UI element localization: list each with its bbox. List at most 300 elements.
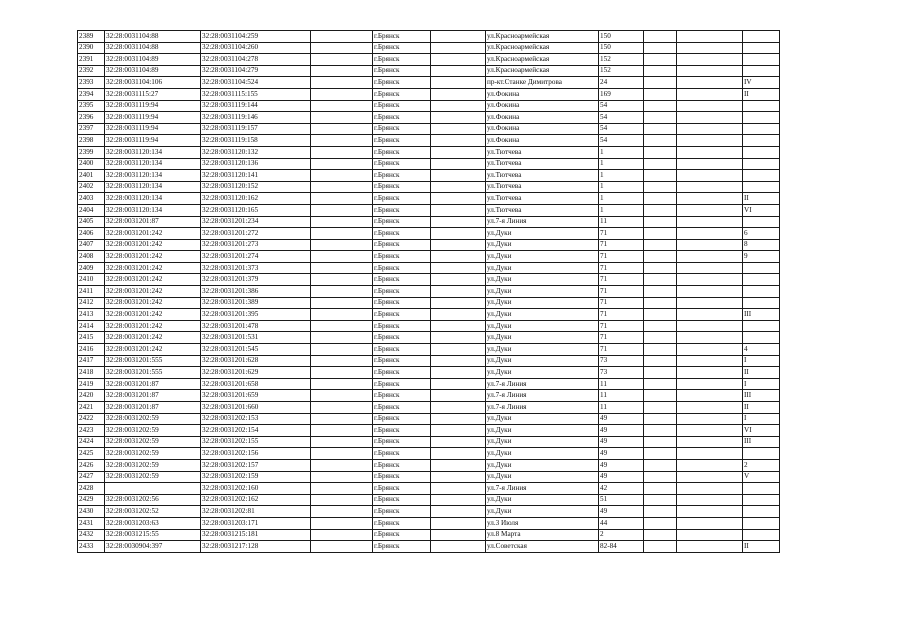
- cell-empty-col-10: [677, 216, 743, 228]
- cell-city: г.Брянск: [373, 425, 431, 437]
- cell-empty-col-4: [311, 42, 373, 54]
- table-row: [78, 344, 780, 356]
- cell-empty-col-9: [644, 367, 677, 379]
- cell-empty-col-10: [677, 100, 743, 112]
- cell-row-number: 2400: [78, 158, 105, 170]
- cell-premises-number: [743, 100, 780, 112]
- cell-city: г.Брянск: [373, 239, 431, 251]
- cell-empty-col-4: [311, 216, 373, 228]
- cell-empty-col-4: [311, 123, 373, 135]
- cell-empty-col-6: [431, 448, 486, 460]
- cell-building-cadastral-number: 32:28:0031120:132: [201, 146, 311, 158]
- cell-empty-col-9: [644, 251, 677, 263]
- cell-street: ул.Дуки: [486, 471, 599, 483]
- table-row: [78, 541, 780, 553]
- cell-house-number: 54: [599, 135, 644, 147]
- cell-empty-col-4: [311, 402, 373, 414]
- cell-empty-col-10: [677, 332, 743, 344]
- cell-premises-number: 2: [743, 459, 780, 471]
- cell-empty-col-6: [431, 170, 486, 182]
- cell-premises-number: [743, 494, 780, 506]
- cell-land-cadastral-number: 32:28:0031120:134: [105, 204, 201, 216]
- cell-city: г.Брянск: [373, 193, 431, 205]
- cell-premises-number: [743, 517, 780, 529]
- cell-empty-col-10: [677, 297, 743, 309]
- cell-city: г.Брянск: [373, 494, 431, 506]
- cell-empty-col-10: [677, 506, 743, 518]
- cell-land-cadastral-number: 32:28:0031201:242: [105, 274, 201, 286]
- cell-land-cadastral-number: 32:28:0031201:555: [105, 367, 201, 379]
- cell-empty-col-10: [677, 65, 743, 77]
- cell-street: ул.Фокина: [486, 100, 599, 112]
- cell-row-number: 2428: [78, 483, 105, 495]
- cell-premises-number: 6: [743, 228, 780, 240]
- cell-empty-col-4: [311, 471, 373, 483]
- table-row: [78, 31, 780, 43]
- cell-empty-col-10: [677, 320, 743, 332]
- cell-building-cadastral-number: 32:28:0031202:159: [201, 471, 311, 483]
- cell-empty-col-9: [644, 471, 677, 483]
- table-row: [78, 425, 780, 437]
- cell-row-number: 2431: [78, 517, 105, 529]
- cell-city: г.Брянск: [373, 65, 431, 77]
- cell-row-number: 2422: [78, 413, 105, 425]
- cell-empty-col-6: [431, 483, 486, 495]
- cell-street: ул.Красноармейская: [486, 65, 599, 77]
- cell-row-number: 2398: [78, 135, 105, 147]
- cell-empty-col-6: [431, 286, 486, 298]
- table-row: [78, 320, 780, 332]
- cell-empty-col-10: [677, 170, 743, 182]
- cell-empty-col-6: [431, 297, 486, 309]
- cell-premises-number: 4: [743, 344, 780, 356]
- cell-empty-col-4: [311, 517, 373, 529]
- cell-land-cadastral-number: 32:28:0031215:55: [105, 529, 201, 541]
- cell-empty-col-9: [644, 135, 677, 147]
- cell-empty-col-6: [431, 262, 486, 274]
- cell-city: г.Брянск: [373, 344, 431, 356]
- cell-building-cadastral-number: 32:28:0031119:144: [201, 100, 311, 112]
- cell-row-number: 2396: [78, 112, 105, 124]
- cell-street: ул.Фокина: [486, 135, 599, 147]
- cell-land-cadastral-number: 32:28:0031201:242: [105, 320, 201, 332]
- cell-row-number: 2418: [78, 367, 105, 379]
- cell-city: г.Брянск: [373, 31, 431, 43]
- cell-land-cadastral-number: 32:28:0031202:59: [105, 471, 201, 483]
- cell-premises-number: [743, 297, 780, 309]
- cell-house-number: 49: [599, 471, 644, 483]
- cell-empty-col-9: [644, 413, 677, 425]
- cell-empty-col-4: [311, 88, 373, 100]
- cell-empty-col-10: [677, 228, 743, 240]
- cell-street: ул.Дуки: [486, 367, 599, 379]
- cell-premises-number: [743, 135, 780, 147]
- cell-street: ул.Дуки: [486, 332, 599, 344]
- cell-city: г.Брянск: [373, 77, 431, 89]
- cell-empty-col-4: [311, 65, 373, 77]
- cell-row-number: 2433: [78, 541, 105, 553]
- cell-land-cadastral-number: 32:28:0031201:242: [105, 344, 201, 356]
- cell-house-number: 152: [599, 54, 644, 66]
- cell-premises-number: 9: [743, 251, 780, 263]
- cell-premises-number: [743, 332, 780, 344]
- cell-empty-col-6: [431, 436, 486, 448]
- cell-building-cadastral-number: 32:28:0031104:259: [201, 31, 311, 43]
- cell-house-number: 44: [599, 517, 644, 529]
- cell-empty-col-9: [644, 378, 677, 390]
- cell-empty-col-4: [311, 436, 373, 448]
- table-row: [78, 135, 780, 147]
- cell-empty-col-9: [644, 77, 677, 89]
- table-row: [78, 471, 780, 483]
- cell-building-cadastral-number: 32:28:0031202:157: [201, 459, 311, 471]
- cell-building-cadastral-number: 32:28:0031201:659: [201, 390, 311, 402]
- cell-land-cadastral-number: 32:28:0031120:134: [105, 146, 201, 158]
- cell-land-cadastral-number: 32:28:0031202:56: [105, 494, 201, 506]
- cell-city: г.Брянск: [373, 378, 431, 390]
- cell-house-number: 71: [599, 228, 644, 240]
- cell-empty-col-9: [644, 459, 677, 471]
- cell-empty-col-6: [431, 158, 486, 170]
- cell-premises-number: 8: [743, 239, 780, 251]
- cell-premises-number: III: [743, 309, 780, 321]
- cell-empty-col-6: [431, 413, 486, 425]
- cell-premises-number: [743, 320, 780, 332]
- cell-land-cadastral-number: 32:28:0031104:89: [105, 54, 201, 66]
- cell-street: ул.Дуки: [486, 286, 599, 298]
- cell-empty-col-6: [431, 529, 486, 541]
- cell-empty-col-10: [677, 123, 743, 135]
- cell-row-number: 2413: [78, 309, 105, 321]
- cell-house-number: 2: [599, 529, 644, 541]
- cell-land-cadastral-number: 32:28:0031201:87: [105, 378, 201, 390]
- cell-empty-col-10: [677, 112, 743, 124]
- cell-row-number: 2397: [78, 123, 105, 135]
- cell-premises-number: [743, 216, 780, 228]
- table-row: [78, 193, 780, 205]
- cell-street: ул.Красноармейская: [486, 54, 599, 66]
- cell-empty-col-4: [311, 146, 373, 158]
- cell-building-cadastral-number: 32:28:0031201:629: [201, 367, 311, 379]
- cell-house-number: 1: [599, 181, 644, 193]
- cell-building-cadastral-number: 32:28:0031119:158: [201, 135, 311, 147]
- cell-empty-col-6: [431, 77, 486, 89]
- cell-premises-number: [743, 123, 780, 135]
- cell-street: ул.Советская: [486, 541, 599, 553]
- cell-street: ул.Тютчева: [486, 146, 599, 158]
- cell-empty-col-4: [311, 448, 373, 460]
- table-row: [78, 355, 780, 367]
- cell-empty-col-4: [311, 158, 373, 170]
- cell-building-cadastral-number: 32:28:0031115:155: [201, 88, 311, 100]
- cell-empty-col-6: [431, 367, 486, 379]
- cell-street: ул.Дуки: [486, 228, 599, 240]
- cell-city: г.Брянск: [373, 297, 431, 309]
- cell-empty-col-10: [677, 158, 743, 170]
- cell-empty-col-4: [311, 355, 373, 367]
- cell-empty-col-4: [311, 297, 373, 309]
- cell-city: г.Брянск: [373, 459, 431, 471]
- cell-street: ул.Фокина: [486, 123, 599, 135]
- cell-street: ул.Дуки: [486, 436, 599, 448]
- cell-city: г.Брянск: [373, 251, 431, 263]
- cell-land-cadastral-number: 32:28:0031120:134: [105, 170, 201, 182]
- cell-empty-col-6: [431, 54, 486, 66]
- cell-land-cadastral-number: 32:28:0031201:242: [105, 286, 201, 298]
- cell-land-cadastral-number: 32:28:0031202:59: [105, 413, 201, 425]
- cell-row-number: 2408: [78, 251, 105, 263]
- cell-row-number: 2404: [78, 204, 105, 216]
- table-row: [78, 378, 780, 390]
- cell-house-number: 71: [599, 332, 644, 344]
- cell-street: ул.Дуки: [486, 413, 599, 425]
- cell-empty-col-9: [644, 112, 677, 124]
- cell-house-number: 150: [599, 42, 644, 54]
- cell-empty-col-4: [311, 425, 373, 437]
- cell-empty-col-6: [431, 390, 486, 402]
- table-row: [78, 529, 780, 541]
- cell-building-cadastral-number: 32:28:0031201:545: [201, 344, 311, 356]
- cell-row-number: 2403: [78, 193, 105, 205]
- cell-street: ул.Дуки: [486, 309, 599, 321]
- cell-empty-col-9: [644, 158, 677, 170]
- cell-street: ул.Дуки: [486, 262, 599, 274]
- cell-city: г.Брянск: [373, 135, 431, 147]
- cell-empty-col-9: [644, 320, 677, 332]
- cell-house-number: 71: [599, 344, 644, 356]
- cell-empty-col-10: [677, 135, 743, 147]
- cell-row-number: 2415: [78, 332, 105, 344]
- cell-row-number: 2419: [78, 378, 105, 390]
- cell-empty-col-4: [311, 262, 373, 274]
- cell-empty-col-10: [677, 31, 743, 43]
- cell-empty-col-6: [431, 517, 486, 529]
- cell-house-number: 54: [599, 112, 644, 124]
- cell-empty-col-9: [644, 425, 677, 437]
- cell-empty-col-4: [311, 204, 373, 216]
- cell-empty-col-4: [311, 541, 373, 553]
- cell-empty-col-6: [431, 193, 486, 205]
- cell-land-cadastral-number: 32:28:0031202:59: [105, 425, 201, 437]
- cell-empty-col-6: [431, 459, 486, 471]
- cell-street: ул.Дуки: [486, 355, 599, 367]
- cell-street: ул.Дуки: [486, 251, 599, 263]
- cell-land-cadastral-number: 32:28:0031119:94: [105, 135, 201, 147]
- table-row: [78, 494, 780, 506]
- cell-street: ул.7-я Линия: [486, 378, 599, 390]
- table-row: [78, 239, 780, 251]
- cell-city: г.Брянск: [373, 355, 431, 367]
- cell-premises-number: VI: [743, 425, 780, 437]
- table-row: [78, 262, 780, 274]
- cell-row-number: 2425: [78, 448, 105, 460]
- cell-empty-col-10: [677, 181, 743, 193]
- cell-empty-col-6: [431, 506, 486, 518]
- cell-city: г.Брянск: [373, 448, 431, 460]
- cell-building-cadastral-number: 32:28:0031202:81: [201, 506, 311, 518]
- cell-land-cadastral-number: 32:28:0031201:242: [105, 297, 201, 309]
- cell-empty-col-4: [311, 344, 373, 356]
- cell-row-number: 2420: [78, 390, 105, 402]
- cell-empty-col-4: [311, 135, 373, 147]
- cell-empty-col-4: [311, 286, 373, 298]
- table-row: [78, 332, 780, 344]
- cell-building-cadastral-number: 32:28:0031119:157: [201, 123, 311, 135]
- cell-land-cadastral-number: 32:28:0031104:106: [105, 77, 201, 89]
- cell-empty-col-10: [677, 193, 743, 205]
- cell-land-cadastral-number: 32:28:0031203:63: [105, 517, 201, 529]
- cell-premises-number: [743, 42, 780, 54]
- cell-premises-number: [743, 483, 780, 495]
- cell-empty-col-6: [431, 42, 486, 54]
- cell-house-number: 82-84: [599, 541, 644, 553]
- cell-empty-col-6: [431, 344, 486, 356]
- cell-house-number: 49: [599, 448, 644, 460]
- cell-empty-col-9: [644, 216, 677, 228]
- cell-empty-col-10: [677, 459, 743, 471]
- cell-land-cadastral-number: 32:28:0031119:94: [105, 112, 201, 124]
- cell-house-number: 152: [599, 65, 644, 77]
- cell-house-number: 1: [599, 193, 644, 205]
- cell-premises-number: III: [743, 390, 780, 402]
- cell-land-cadastral-number: 32:28:0031120:134: [105, 181, 201, 193]
- cell-land-cadastral-number: 32:28:0031119:94: [105, 100, 201, 112]
- cell-street: ул.Тютчева: [486, 204, 599, 216]
- cell-premises-number: [743, 529, 780, 541]
- cell-premises-number: V: [743, 471, 780, 483]
- cell-premises-number: [743, 506, 780, 518]
- cell-empty-col-10: [677, 425, 743, 437]
- cell-street: ул.Дуки: [486, 459, 599, 471]
- table-row: [78, 436, 780, 448]
- table-row: [78, 506, 780, 518]
- cell-empty-col-9: [644, 309, 677, 321]
- cell-empty-col-6: [431, 146, 486, 158]
- table-row: [78, 274, 780, 286]
- table-row: [78, 367, 780, 379]
- cell-empty-col-10: [677, 286, 743, 298]
- cell-house-number: 71: [599, 297, 644, 309]
- cell-row-number: 2390: [78, 42, 105, 54]
- cell-empty-col-9: [644, 402, 677, 414]
- cell-building-cadastral-number: 32:28:0031202:153: [201, 413, 311, 425]
- cell-empty-col-9: [644, 286, 677, 298]
- cell-row-number: 2411: [78, 286, 105, 298]
- cell-empty-col-4: [311, 367, 373, 379]
- table-row: [78, 286, 780, 298]
- cell-empty-col-6: [431, 494, 486, 506]
- cell-empty-col-9: [644, 494, 677, 506]
- cell-house-number: 169: [599, 88, 644, 100]
- cell-street: ул.7-я Линия: [486, 402, 599, 414]
- cell-empty-col-9: [644, 262, 677, 274]
- cell-empty-col-4: [311, 170, 373, 182]
- cell-row-number: 2423: [78, 425, 105, 437]
- cell-empty-col-9: [644, 42, 677, 54]
- cell-house-number: 73: [599, 355, 644, 367]
- cell-empty-col-6: [431, 541, 486, 553]
- cell-premises-number: II: [743, 88, 780, 100]
- cell-premises-number: [743, 65, 780, 77]
- cell-premises-number: VI: [743, 204, 780, 216]
- cell-building-cadastral-number: 32:28:0031202:154: [201, 425, 311, 437]
- cell-empty-col-6: [431, 239, 486, 251]
- cell-premises-number: [743, 181, 780, 193]
- cell-empty-col-9: [644, 228, 677, 240]
- cell-land-cadastral-number: 32:28:0031202:59: [105, 436, 201, 448]
- cell-premises-number: [743, 170, 780, 182]
- cell-city: г.Брянск: [373, 332, 431, 344]
- cell-premises-number: [743, 31, 780, 43]
- cell-house-number: 71: [599, 239, 644, 251]
- cell-row-number: 2410: [78, 274, 105, 286]
- cell-premises-number: III: [743, 436, 780, 448]
- table-row: [78, 204, 780, 216]
- cell-house-number: 1: [599, 204, 644, 216]
- cell-premises-number: II: [743, 541, 780, 553]
- cell-empty-col-6: [431, 123, 486, 135]
- cell-premises-number: I: [743, 413, 780, 425]
- cell-city: г.Брянск: [373, 100, 431, 112]
- table-row: [78, 170, 780, 182]
- cell-empty-col-10: [677, 402, 743, 414]
- cell-street: ул.8 Марта: [486, 529, 599, 541]
- cell-empty-col-10: [677, 390, 743, 402]
- table-row: [78, 517, 780, 529]
- cell-building-cadastral-number: 32:28:0031104:278: [201, 54, 311, 66]
- cell-city: г.Брянск: [373, 517, 431, 529]
- cell-building-cadastral-number: 32:28:0031201:478: [201, 320, 311, 332]
- cell-house-number: 71: [599, 251, 644, 263]
- cell-empty-col-10: [677, 251, 743, 263]
- cell-row-number: 2424: [78, 436, 105, 448]
- cell-empty-col-9: [644, 344, 677, 356]
- table-row: [78, 459, 780, 471]
- cell-empty-col-10: [677, 204, 743, 216]
- cell-empty-col-6: [431, 228, 486, 240]
- cell-empty-col-10: [677, 483, 743, 495]
- cell-land-cadastral-number: 32:28:0031201:242: [105, 332, 201, 344]
- cell-empty-col-10: [677, 378, 743, 390]
- cell-premises-number: I: [743, 355, 780, 367]
- cell-empty-col-4: [311, 193, 373, 205]
- cell-house-number: 49: [599, 425, 644, 437]
- cell-house-number: 71: [599, 320, 644, 332]
- cell-building-cadastral-number: 32:28:0031201:658: [201, 378, 311, 390]
- cell-empty-col-6: [431, 181, 486, 193]
- cell-land-cadastral-number: 32:28:0031104:88: [105, 31, 201, 43]
- cell-row-number: 2427: [78, 471, 105, 483]
- cell-land-cadastral-number: 32:28:0031201:242: [105, 262, 201, 274]
- cell-empty-col-6: [431, 251, 486, 263]
- cell-empty-col-10: [677, 529, 743, 541]
- cell-building-cadastral-number: 32:28:0031201:274: [201, 251, 311, 263]
- table-row: [78, 448, 780, 460]
- cell-empty-col-9: [644, 517, 677, 529]
- cell-land-cadastral-number: 32:28:0031201:555: [105, 355, 201, 367]
- cell-city: г.Брянск: [373, 216, 431, 228]
- cell-street: ул.Красноармейская: [486, 31, 599, 43]
- cell-empty-col-6: [431, 309, 486, 321]
- cell-street: ул.Тютчева: [486, 181, 599, 193]
- cell-city: г.Брянск: [373, 146, 431, 158]
- cell-land-cadastral-number: 32:28:0030904:397: [105, 541, 201, 553]
- cell-empty-col-9: [644, 181, 677, 193]
- property-table: [77, 30, 780, 553]
- cell-empty-col-4: [311, 506, 373, 518]
- cell-land-cadastral-number: 32:28:0031120:134: [105, 158, 201, 170]
- cell-empty-col-10: [677, 355, 743, 367]
